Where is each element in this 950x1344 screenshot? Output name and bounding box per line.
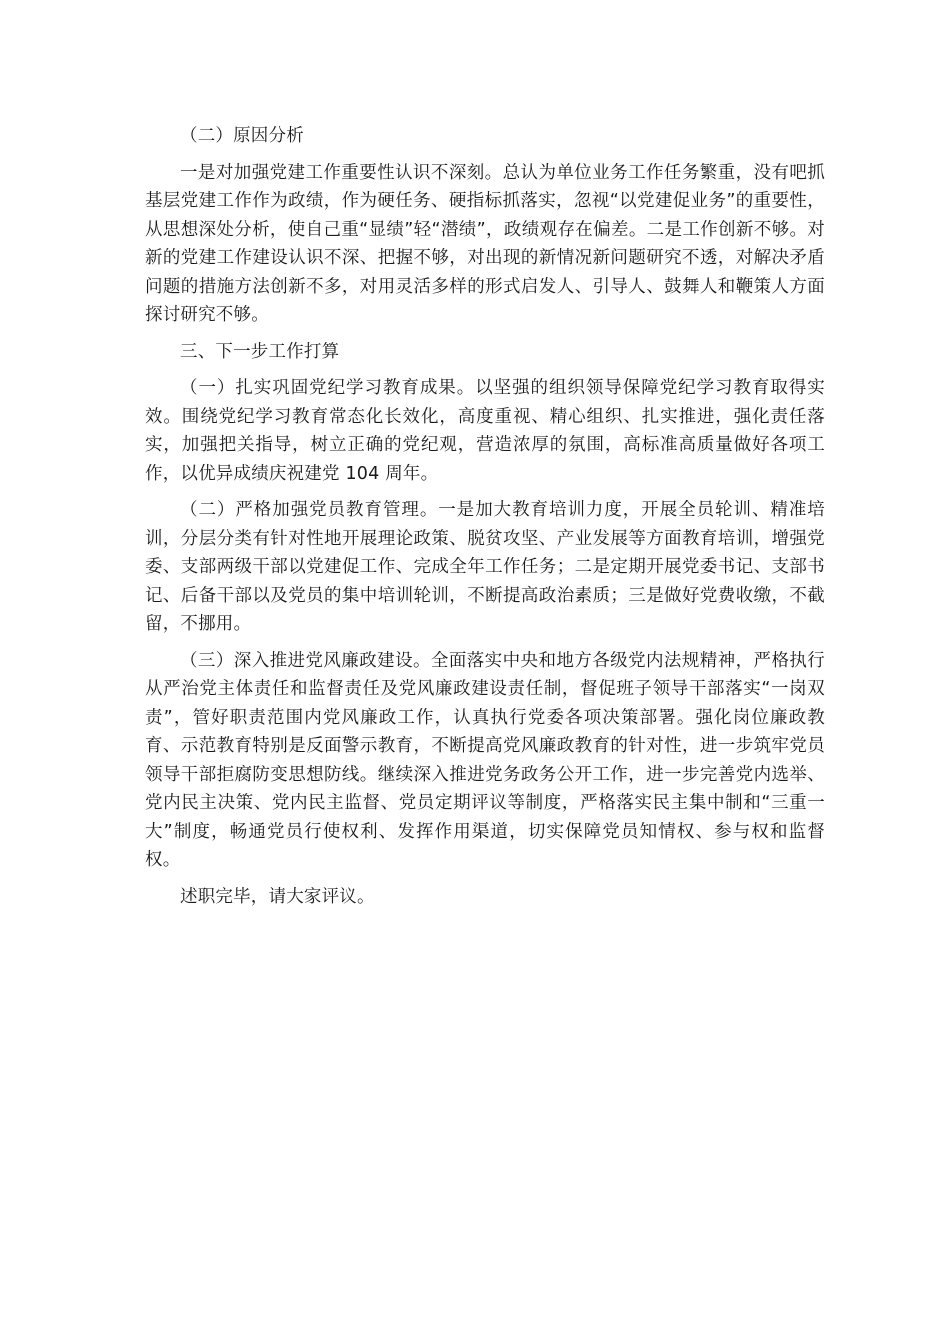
section-heading-next-steps: 三、下一步工作打算 xyxy=(180,341,340,362)
section-heading-reason-analysis: （二）原因分析 xyxy=(180,126,304,146)
closing-line: 述职完毕，请大家评议。 xyxy=(180,886,375,907)
paragraph-plan-item-2: （二）严格加强党员教育管理。一是加大教育培训力度，开展全员轮训、精准培训，分层分类有针对性地开展理论政策、脱贫攻坚、产业发展等方面教育培训，增强党委、支部两级干部以党建促工作、完成全年工作任务；二是定期开展党委书记、支部书记、后备干部以及党员的集中培训轮训，不断提高政治素质；三是做好党费收缴，不截留，不挪用。 xyxy=(145,500,825,634)
paragraph-plan-item-3: （三）深入推进党风廉政建设。全面落实中央和地方各级党内法规精神，严格执行从严治党主体责任和监督责任及党风廉政建设责任制，督促班子领导干部落实“一岗双责”，管好职责范围内党风廉政工作，认真执行党委各项决策部署。强化岗位廉政教育、示范教育特别是反面警示教育，不断提高党风廉政教育的针对性，进一步筑牢党员领导干部拒腐防变思想防线。继续深入推进党务政务公开工作，进一步完善党内选举、党内民主决策、党内民主监督、党员定期评议等制度，严格落实民主集中制和“三重一大”制度，畅通党员行使权利、发挥作用渠道，切实保障党员知情权、参与权和监督权。 xyxy=(145,650,825,870)
paragraph-reason-analysis: 一是对加强党建工作重要性认识不深刻。总认为单位业务工作任务繁重，没有吧抓基层党建工作作为政绩，作为硬任务、硬指标抓落实，忽视“以党建促业务”的重要性，从思想深处分析，使自己重“显绩”轻“潜绩”，政绩观存在偏差。二是工作创新不够。对新的党建工作建设认识不深、把握不够，对出现的新情况新问题研究不透，对解决矛盾问题的措施方法创新不多，对用灵活多样的形式启发人、引导人、鼓舞人和鞭策人方面探讨研究不够。 xyxy=(145,162,825,325)
document-body xyxy=(145,122,825,919)
paragraph-plan-item-1: （一）扎实巩固党纪学习教育成果。以坚强的组织领导保障党纪学习教育取得实效。围绕党纪学习教育常态化长效化，高度重视、精心组织、扎实推进，强化责任落实，加强把关指导，树立正确的党纪观，营造浓厚的氛围，高标准高质量做好各项工作，以优异成绩庆祝建党 104 周年。 xyxy=(145,378,825,484)
